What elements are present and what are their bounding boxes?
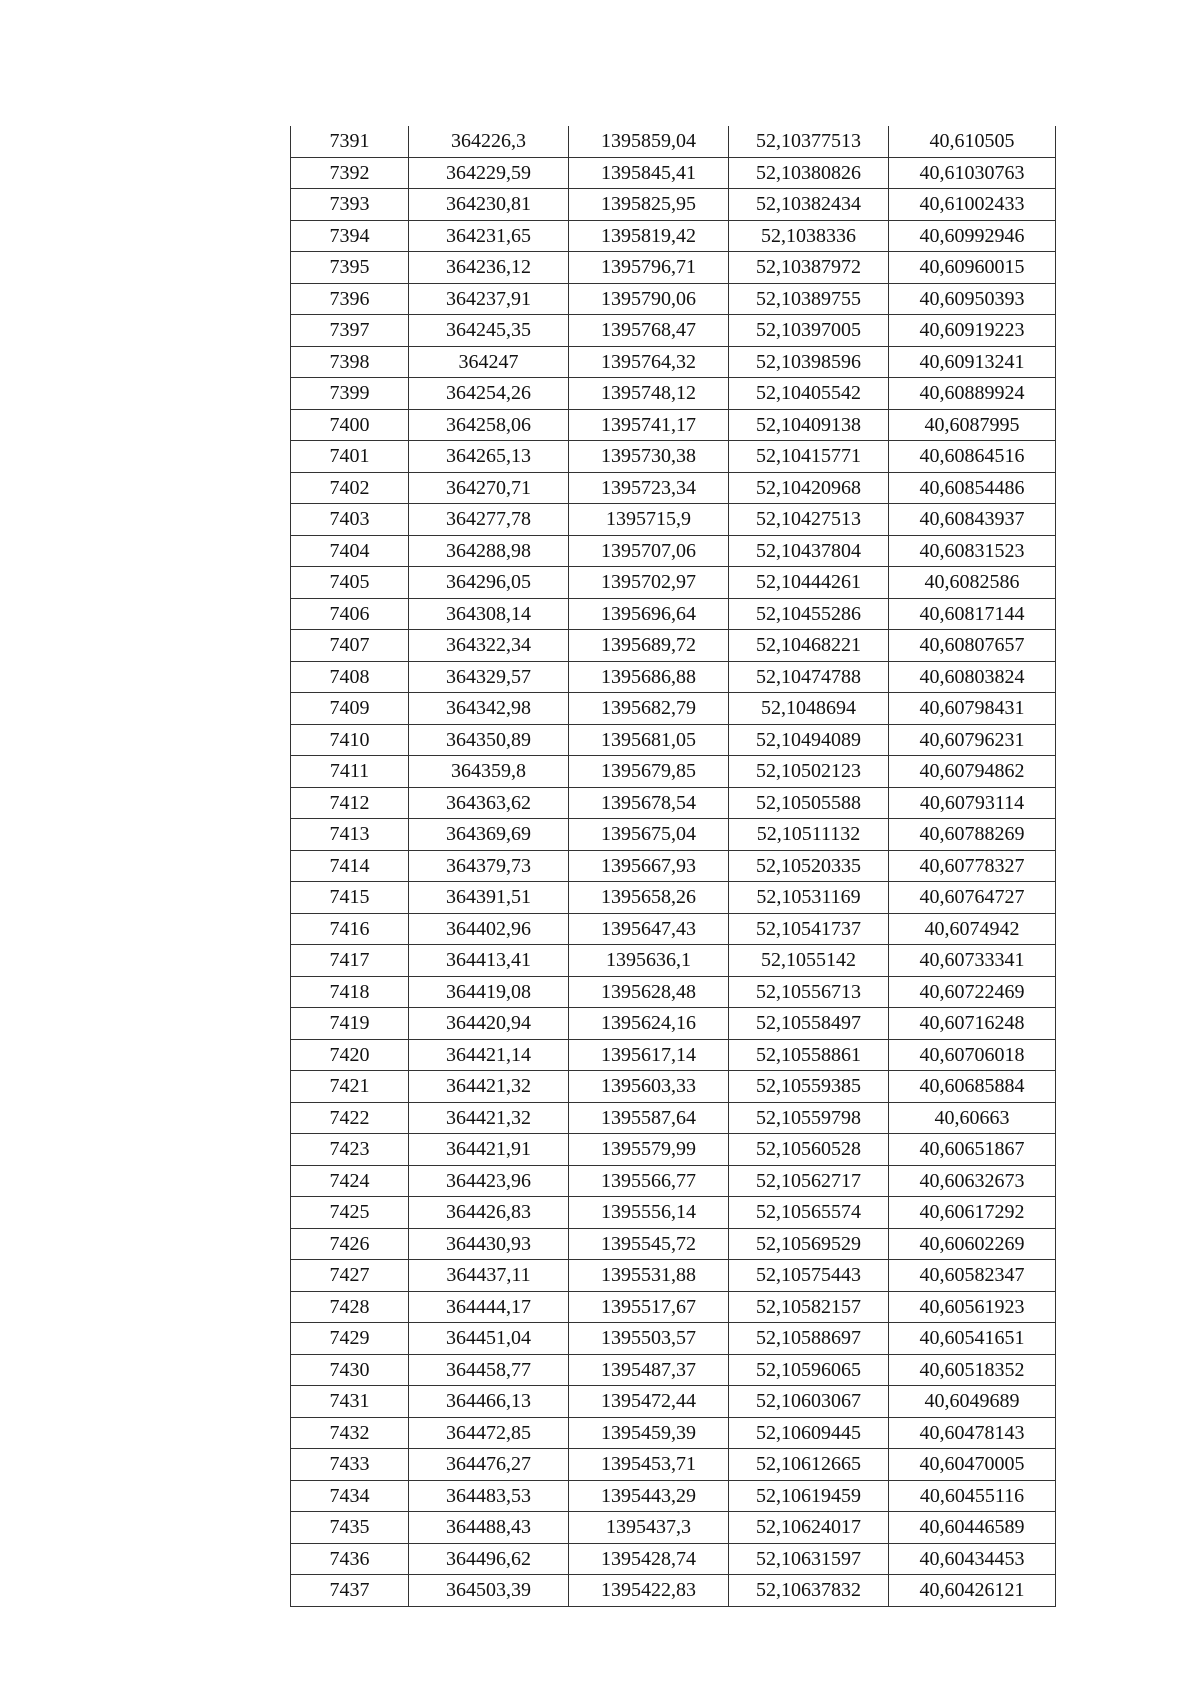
- x-coordinate-cell: 364426,83: [409, 1197, 569, 1229]
- latitude-cell: 52,10474788: [729, 661, 889, 693]
- longitude-cell: 40,60561923: [889, 1291, 1056, 1323]
- point-number-cell: 7426: [291, 1228, 409, 1260]
- latitude-cell: 52,10560528: [729, 1134, 889, 1166]
- longitude-cell: 40,60913241: [889, 346, 1056, 378]
- table-row: [291, 819, 1056, 851]
- y-coordinate-cell: 1395566,77: [569, 1165, 729, 1197]
- point-number-cell: 7406: [291, 598, 409, 630]
- longitude-cell: 40,60817144: [889, 598, 1056, 630]
- point-number-cell: 7417: [291, 945, 409, 977]
- table-row: [291, 630, 1056, 662]
- longitude-cell: 40,60793114: [889, 787, 1056, 819]
- point-number-cell: 7412: [291, 787, 409, 819]
- latitude-cell: 52,10582157: [729, 1291, 889, 1323]
- table-row: [291, 1197, 1056, 1229]
- table-row: [291, 1512, 1056, 1544]
- y-coordinate-cell: 1395682,79: [569, 693, 729, 725]
- table-row: [291, 1386, 1056, 1418]
- longitude-cell: 40,60716248: [889, 1008, 1056, 1040]
- point-number-cell: 7430: [291, 1354, 409, 1386]
- longitude-cell: 40,60960015: [889, 252, 1056, 284]
- table-row: [291, 535, 1056, 567]
- table-row: [291, 1323, 1056, 1355]
- point-number-cell: 7395: [291, 252, 409, 284]
- table-body: [291, 126, 1056, 1606]
- latitude-cell: 52,10531169: [729, 882, 889, 914]
- y-coordinate-cell: 1395531,88: [569, 1260, 729, 1292]
- x-coordinate-cell: 364265,13: [409, 441, 569, 473]
- table-row: [291, 1039, 1056, 1071]
- latitude-cell: 52,10382434: [729, 189, 889, 221]
- longitude-cell: 40,60434453: [889, 1543, 1056, 1575]
- x-coordinate-cell: 364237,91: [409, 283, 569, 315]
- y-coordinate-cell: 1395517,67: [569, 1291, 729, 1323]
- point-number-cell: 7437: [291, 1575, 409, 1607]
- latitude-cell: 52,10380826: [729, 157, 889, 189]
- point-number-cell: 7429: [291, 1323, 409, 1355]
- longitude-cell: 40,60470005: [889, 1449, 1056, 1481]
- longitude-cell: 40,60651867: [889, 1134, 1056, 1166]
- latitude-cell: 52,10398596: [729, 346, 889, 378]
- table-row: [291, 283, 1056, 315]
- point-number-cell: 7419: [291, 1008, 409, 1040]
- longitude-cell: 40,60582347: [889, 1260, 1056, 1292]
- y-coordinate-cell: 1395603,33: [569, 1071, 729, 1103]
- y-coordinate-cell: 1395723,34: [569, 472, 729, 504]
- table-row: [291, 1071, 1056, 1103]
- latitude-cell: 52,10502123: [729, 756, 889, 788]
- y-coordinate-cell: 1395453,71: [569, 1449, 729, 1481]
- point-number-cell: 7409: [291, 693, 409, 725]
- point-number-cell: 7401: [291, 441, 409, 473]
- table-row: [291, 1480, 1056, 1512]
- x-coordinate-cell: 364391,51: [409, 882, 569, 914]
- y-coordinate-cell: 1395764,32: [569, 346, 729, 378]
- latitude-cell: 52,10437804: [729, 535, 889, 567]
- point-number-cell: 7431: [291, 1386, 409, 1418]
- table-row: [291, 1260, 1056, 1292]
- table-row: [291, 693, 1056, 725]
- longitude-cell: 40,6049689: [889, 1386, 1056, 1418]
- longitude-cell: 40,60864516: [889, 441, 1056, 473]
- latitude-cell: 52,10520335: [729, 850, 889, 882]
- x-coordinate-cell: 364423,96: [409, 1165, 569, 1197]
- latitude-cell: 52,10405542: [729, 378, 889, 410]
- latitude-cell: 52,1038336: [729, 220, 889, 252]
- point-number-cell: 7408: [291, 661, 409, 693]
- latitude-cell: 52,10565574: [729, 1197, 889, 1229]
- longitude-cell: 40,60541651: [889, 1323, 1056, 1355]
- longitude-cell: 40,6074942: [889, 913, 1056, 945]
- latitude-cell: 52,10444261: [729, 567, 889, 599]
- longitude-cell: 40,60764727: [889, 882, 1056, 914]
- y-coordinate-cell: 1395667,93: [569, 850, 729, 882]
- y-coordinate-cell: 1395675,04: [569, 819, 729, 851]
- x-coordinate-cell: 364254,26: [409, 378, 569, 410]
- latitude-cell: 52,10455286: [729, 598, 889, 630]
- y-coordinate-cell: 1395579,99: [569, 1134, 729, 1166]
- table-row: [291, 346, 1056, 378]
- longitude-cell: 40,60663: [889, 1102, 1056, 1134]
- x-coordinate-cell: 364458,77: [409, 1354, 569, 1386]
- table-row: [291, 220, 1056, 252]
- y-coordinate-cell: 1395748,12: [569, 378, 729, 410]
- x-coordinate-cell: 364483,53: [409, 1480, 569, 1512]
- y-coordinate-cell: 1395681,05: [569, 724, 729, 756]
- table-row: [291, 787, 1056, 819]
- x-coordinate-cell: 364421,14: [409, 1039, 569, 1071]
- latitude-cell: 52,10559385: [729, 1071, 889, 1103]
- longitude-cell: 40,60796231: [889, 724, 1056, 756]
- x-coordinate-cell: 364421,32: [409, 1102, 569, 1134]
- latitude-cell: 52,10609445: [729, 1417, 889, 1449]
- y-coordinate-cell: 1395658,26: [569, 882, 729, 914]
- y-coordinate-cell: 1395768,47: [569, 315, 729, 347]
- point-number-cell: 7424: [291, 1165, 409, 1197]
- table-row: [291, 1134, 1056, 1166]
- point-number-cell: 7428: [291, 1291, 409, 1323]
- x-coordinate-cell: 364496,62: [409, 1543, 569, 1575]
- x-coordinate-cell: 364226,3: [409, 126, 569, 157]
- longitude-cell: 40,60602269: [889, 1228, 1056, 1260]
- point-number-cell: 7405: [291, 567, 409, 599]
- point-number-cell: 7400: [291, 409, 409, 441]
- table-row: [291, 157, 1056, 189]
- x-coordinate-cell: 364231,65: [409, 220, 569, 252]
- latitude-cell: 52,10494089: [729, 724, 889, 756]
- point-number-cell: 7416: [291, 913, 409, 945]
- x-coordinate-cell: 364444,17: [409, 1291, 569, 1323]
- x-coordinate-cell: 364437,11: [409, 1260, 569, 1292]
- latitude-cell: 52,10427513: [729, 504, 889, 536]
- x-coordinate-cell: 364466,13: [409, 1386, 569, 1418]
- table-row: [291, 567, 1056, 599]
- latitude-cell: 52,10511132: [729, 819, 889, 851]
- point-number-cell: 7402: [291, 472, 409, 504]
- y-coordinate-cell: 1395587,64: [569, 1102, 729, 1134]
- x-coordinate-cell: 364402,96: [409, 913, 569, 945]
- longitude-cell: 40,61030763: [889, 157, 1056, 189]
- latitude-cell: 52,10624017: [729, 1512, 889, 1544]
- y-coordinate-cell: 1395628,48: [569, 976, 729, 1008]
- y-coordinate-cell: 1395796,71: [569, 252, 729, 284]
- latitude-cell: 52,10559798: [729, 1102, 889, 1134]
- y-coordinate-cell: 1395845,41: [569, 157, 729, 189]
- longitude-cell: 40,60706018: [889, 1039, 1056, 1071]
- latitude-cell: 52,10588697: [729, 1323, 889, 1355]
- latitude-cell: 52,10558861: [729, 1039, 889, 1071]
- latitude-cell: 52,10558497: [729, 1008, 889, 1040]
- latitude-cell: 52,10387972: [729, 252, 889, 284]
- point-number-cell: 7423: [291, 1134, 409, 1166]
- x-coordinate-cell: 364329,57: [409, 661, 569, 693]
- x-coordinate-cell: 364488,43: [409, 1512, 569, 1544]
- y-coordinate-cell: 1395730,38: [569, 441, 729, 473]
- longitude-cell: 40,60992946: [889, 220, 1056, 252]
- x-coordinate-cell: 364430,93: [409, 1228, 569, 1260]
- y-coordinate-cell: 1395715,9: [569, 504, 729, 536]
- x-coordinate-cell: 364363,62: [409, 787, 569, 819]
- table-row: [291, 756, 1056, 788]
- longitude-cell: 40,6087995: [889, 409, 1056, 441]
- latitude-cell: 52,10562717: [729, 1165, 889, 1197]
- point-number-cell: 7407: [291, 630, 409, 662]
- longitude-cell: 40,610505: [889, 126, 1056, 157]
- longitude-cell: 40,60843937: [889, 504, 1056, 536]
- table-row: [291, 472, 1056, 504]
- point-number-cell: 7435: [291, 1512, 409, 1544]
- point-number-cell: 7403: [291, 504, 409, 536]
- latitude-cell: 52,10612665: [729, 1449, 889, 1481]
- longitude-cell: 40,60426121: [889, 1575, 1056, 1607]
- longitude-cell: 40,61002433: [889, 189, 1056, 221]
- y-coordinate-cell: 1395819,42: [569, 220, 729, 252]
- x-coordinate-cell: 364342,98: [409, 693, 569, 725]
- longitude-cell: 40,60794862: [889, 756, 1056, 788]
- longitude-cell: 40,60455116: [889, 1480, 1056, 1512]
- latitude-cell: 52,1055142: [729, 945, 889, 977]
- latitude-cell: 52,10569529: [729, 1228, 889, 1260]
- point-number-cell: 7427: [291, 1260, 409, 1292]
- table-row: [291, 126, 1056, 157]
- table-row: [291, 1165, 1056, 1197]
- point-number-cell: 7391: [291, 126, 409, 157]
- latitude-cell: 52,10541737: [729, 913, 889, 945]
- y-coordinate-cell: 1395636,1: [569, 945, 729, 977]
- longitude-cell: 40,60831523: [889, 535, 1056, 567]
- point-number-cell: 7434: [291, 1480, 409, 1512]
- latitude-cell: 52,10505588: [729, 787, 889, 819]
- table-row: [291, 913, 1056, 945]
- y-coordinate-cell: 1395859,04: [569, 126, 729, 157]
- y-coordinate-cell: 1395503,57: [569, 1323, 729, 1355]
- table-row: [291, 598, 1056, 630]
- longitude-cell: 40,60446589: [889, 1512, 1056, 1544]
- point-number-cell: 7433: [291, 1449, 409, 1481]
- table-row: [291, 504, 1056, 536]
- table-row: [291, 661, 1056, 693]
- y-coordinate-cell: 1395556,14: [569, 1197, 729, 1229]
- point-number-cell: 7414: [291, 850, 409, 882]
- coordinates-table: [290, 126, 1056, 1607]
- y-coordinate-cell: 1395472,44: [569, 1386, 729, 1418]
- longitude-cell: 40,60478143: [889, 1417, 1056, 1449]
- latitude-cell: 52,10468221: [729, 630, 889, 662]
- x-coordinate-cell: 364420,94: [409, 1008, 569, 1040]
- longitude-cell: 40,60950393: [889, 283, 1056, 315]
- x-coordinate-cell: 364245,35: [409, 315, 569, 347]
- x-coordinate-cell: 364379,73: [409, 850, 569, 882]
- y-coordinate-cell: 1395545,72: [569, 1228, 729, 1260]
- latitude-cell: 52,10409138: [729, 409, 889, 441]
- y-coordinate-cell: 1395437,3: [569, 1512, 729, 1544]
- latitude-cell: 52,10377513: [729, 126, 889, 157]
- table-row: [291, 189, 1056, 221]
- y-coordinate-cell: 1395428,74: [569, 1543, 729, 1575]
- point-number-cell: 7393: [291, 189, 409, 221]
- point-number-cell: 7413: [291, 819, 409, 851]
- x-coordinate-cell: 364229,59: [409, 157, 569, 189]
- point-number-cell: 7399: [291, 378, 409, 410]
- y-coordinate-cell: 1395647,43: [569, 913, 729, 945]
- table-row: [291, 441, 1056, 473]
- y-coordinate-cell: 1395422,83: [569, 1575, 729, 1607]
- table-row: [291, 945, 1056, 977]
- latitude-cell: 52,10389755: [729, 283, 889, 315]
- table-row: [291, 976, 1056, 1008]
- point-number-cell: 7418: [291, 976, 409, 1008]
- point-number-cell: 7397: [291, 315, 409, 347]
- latitude-cell: 52,10596065: [729, 1354, 889, 1386]
- point-number-cell: 7422: [291, 1102, 409, 1134]
- table-row: [291, 409, 1056, 441]
- document-page: [290, 126, 1055, 1607]
- table-row: [291, 882, 1056, 914]
- x-coordinate-cell: 364359,8: [409, 756, 569, 788]
- point-number-cell: 7420: [291, 1039, 409, 1071]
- x-coordinate-cell: 364472,85: [409, 1417, 569, 1449]
- point-number-cell: 7392: [291, 157, 409, 189]
- table-row: [291, 1449, 1056, 1481]
- x-coordinate-cell: 364451,04: [409, 1323, 569, 1355]
- table-row: [291, 378, 1056, 410]
- x-coordinate-cell: 364236,12: [409, 252, 569, 284]
- x-coordinate-cell: 364419,08: [409, 976, 569, 1008]
- latitude-cell: 52,10397005: [729, 315, 889, 347]
- y-coordinate-cell: 1395741,17: [569, 409, 729, 441]
- point-number-cell: 7425: [291, 1197, 409, 1229]
- x-coordinate-cell: 364270,71: [409, 472, 569, 504]
- y-coordinate-cell: 1395624,16: [569, 1008, 729, 1040]
- table-row: [291, 1543, 1056, 1575]
- table-row: [291, 252, 1056, 284]
- table-row: [291, 1417, 1056, 1449]
- point-number-cell: 7421: [291, 1071, 409, 1103]
- x-coordinate-cell: 364308,14: [409, 598, 569, 630]
- longitude-cell: 40,60518352: [889, 1354, 1056, 1386]
- point-number-cell: 7398: [291, 346, 409, 378]
- longitude-cell: 40,60778327: [889, 850, 1056, 882]
- latitude-cell: 52,10420968: [729, 472, 889, 504]
- longitude-cell: 40,60919223: [889, 315, 1056, 347]
- x-coordinate-cell: 364421,32: [409, 1071, 569, 1103]
- y-coordinate-cell: 1395825,95: [569, 189, 729, 221]
- x-coordinate-cell: 364350,89: [409, 724, 569, 756]
- point-number-cell: 7410: [291, 724, 409, 756]
- x-coordinate-cell: 364476,27: [409, 1449, 569, 1481]
- table-row: [291, 724, 1056, 756]
- y-coordinate-cell: 1395678,54: [569, 787, 729, 819]
- x-coordinate-cell: 364413,41: [409, 945, 569, 977]
- longitude-cell: 40,60807657: [889, 630, 1056, 662]
- x-coordinate-cell: 364503,39: [409, 1575, 569, 1607]
- x-coordinate-cell: 364277,78: [409, 504, 569, 536]
- y-coordinate-cell: 1395707,06: [569, 535, 729, 567]
- latitude-cell: 52,10631597: [729, 1543, 889, 1575]
- longitude-cell: 40,60632673: [889, 1165, 1056, 1197]
- y-coordinate-cell: 1395617,14: [569, 1039, 729, 1071]
- latitude-cell: 52,10415771: [729, 441, 889, 473]
- latitude-cell: 52,1048694: [729, 693, 889, 725]
- x-coordinate-cell: 364296,05: [409, 567, 569, 599]
- x-coordinate-cell: 364322,34: [409, 630, 569, 662]
- y-coordinate-cell: 1395459,39: [569, 1417, 729, 1449]
- latitude-cell: 52,10556713: [729, 976, 889, 1008]
- point-number-cell: 7394: [291, 220, 409, 252]
- longitude-cell: 40,60788269: [889, 819, 1056, 851]
- y-coordinate-cell: 1395790,06: [569, 283, 729, 315]
- latitude-cell: 52,10575443: [729, 1260, 889, 1292]
- latitude-cell: 52,10603067: [729, 1386, 889, 1418]
- latitude-cell: 52,10637832: [729, 1575, 889, 1607]
- longitude-cell: 40,60685884: [889, 1071, 1056, 1103]
- y-coordinate-cell: 1395689,72: [569, 630, 729, 662]
- longitude-cell: 40,60854486: [889, 472, 1056, 504]
- y-coordinate-cell: 1395487,37: [569, 1354, 729, 1386]
- y-coordinate-cell: 1395443,29: [569, 1480, 729, 1512]
- table-row: [291, 1102, 1056, 1134]
- table-row: [291, 1228, 1056, 1260]
- table-row: [291, 850, 1056, 882]
- x-coordinate-cell: 364421,91: [409, 1134, 569, 1166]
- table-row: [291, 1008, 1056, 1040]
- point-number-cell: 7415: [291, 882, 409, 914]
- x-coordinate-cell: 364230,81: [409, 189, 569, 221]
- table-row: [291, 1291, 1056, 1323]
- latitude-cell: 52,10619459: [729, 1480, 889, 1512]
- y-coordinate-cell: 1395702,97: [569, 567, 729, 599]
- x-coordinate-cell: 364288,98: [409, 535, 569, 567]
- y-coordinate-cell: 1395696,64: [569, 598, 729, 630]
- point-number-cell: 7432: [291, 1417, 409, 1449]
- longitude-cell: 40,60889924: [889, 378, 1056, 410]
- x-coordinate-cell: 364258,06: [409, 409, 569, 441]
- longitude-cell: 40,60798431: [889, 693, 1056, 725]
- longitude-cell: 40,6082586: [889, 567, 1056, 599]
- point-number-cell: 7411: [291, 756, 409, 788]
- y-coordinate-cell: 1395679,85: [569, 756, 729, 788]
- longitude-cell: 40,60722469: [889, 976, 1056, 1008]
- longitude-cell: 40,60617292: [889, 1197, 1056, 1229]
- longitude-cell: 40,60733341: [889, 945, 1056, 977]
- table-row: [291, 1575, 1056, 1607]
- longitude-cell: 40,60803824: [889, 661, 1056, 693]
- y-coordinate-cell: 1395686,88: [569, 661, 729, 693]
- point-number-cell: 7404: [291, 535, 409, 567]
- table-row: [291, 1354, 1056, 1386]
- x-coordinate-cell: 364369,69: [409, 819, 569, 851]
- x-coordinate-cell: 364247: [409, 346, 569, 378]
- point-number-cell: 7436: [291, 1543, 409, 1575]
- point-number-cell: 7396: [291, 283, 409, 315]
- table-row: [291, 315, 1056, 347]
